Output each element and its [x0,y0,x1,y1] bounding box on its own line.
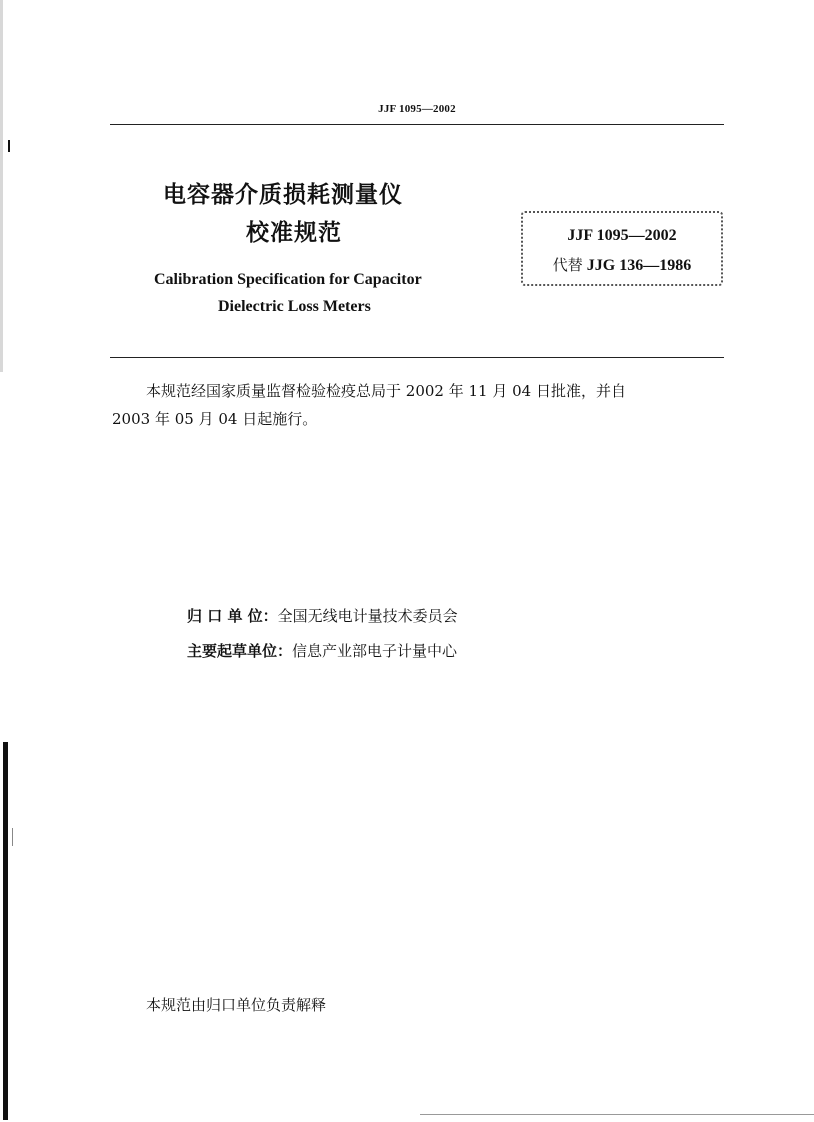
code-box-replaced-code: JJG 136—1986 [586,257,692,274]
scan-edge-bar-upper [0,0,3,372]
title-cn-line1: 电容器介质损耗测量仪 [163,182,403,208]
interpretation-note: 本规范由归口单位负责解释 [146,996,327,1014]
responsible-unit-label: 归 口 单 位： [187,607,278,625]
scan-edge-bottom [420,1114,814,1115]
drafting-unit-row [187,640,457,661]
standard-code-box [521,211,723,286]
scan-edge-mark-top [8,140,10,152]
title-en-line1: Calibration Specification for Capacitor [154,271,422,288]
responsible-unit-row [187,605,458,626]
title-en-line2: Dielectric Loss Meters [218,298,371,315]
drafting-unit-label: 主要起草单位： [187,642,293,660]
code-box-replaces [523,254,721,275]
title-divider-rule [110,357,724,358]
header-rule [110,124,724,125]
title-cn-line2: 校准规范 [246,220,342,246]
header-standard-code: JJF 1095—2002 [378,103,456,115]
scan-edge-bar-lower [3,742,8,1120]
code-box-replace-prefix: 代替 [552,256,583,274]
drafting-unit-value: 信息产业部电子计量中心 [292,642,458,660]
scan-edge-mark-mid [12,828,13,846]
code-box-code: JJF 1095—2002 [567,227,677,244]
responsible-unit-value: 全国无线电计量技术委员会 [277,607,458,625]
approval-line-2: 2003 年 05 月 04 日起施行。 [112,410,318,428]
approval-line-1: 本规范经国家质量监督检验检疫总局于 2002 年 11 月 04 日批准，并自 [146,382,626,400]
